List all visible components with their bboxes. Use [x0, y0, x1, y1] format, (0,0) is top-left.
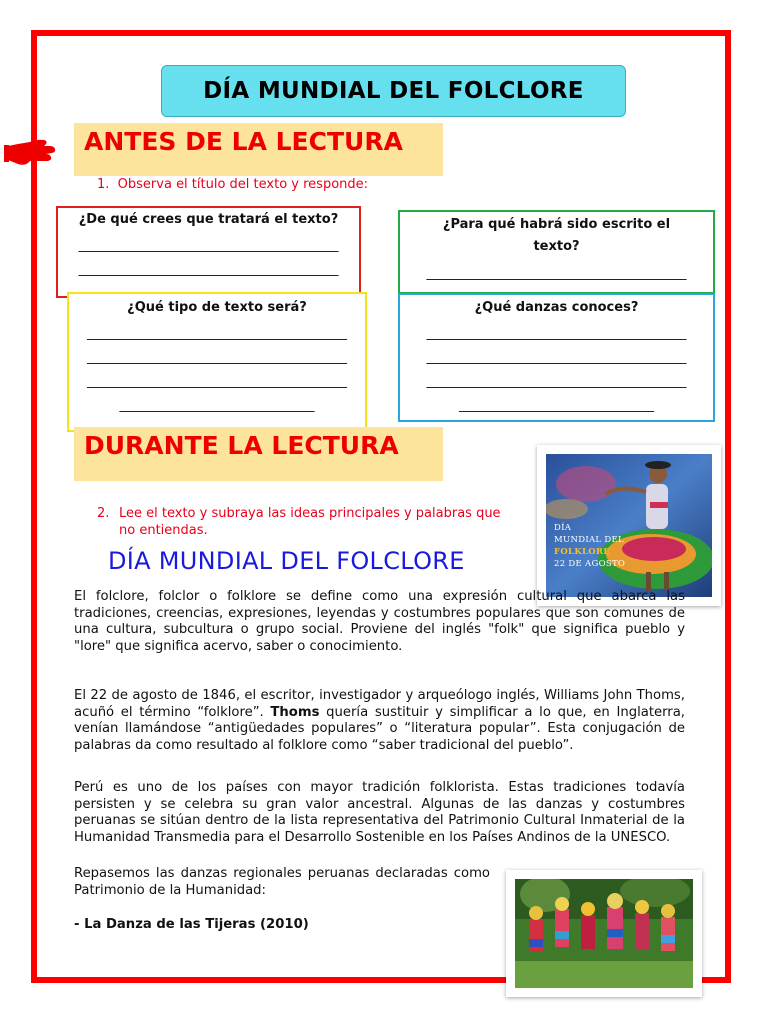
question-box-2	[398, 210, 715, 294]
instruction-2-text: Lee el texto y subraya las ideas principales y palabras que no entiendas.	[119, 506, 501, 538]
paragraph-2-part-a: El 22 de agosto de 1846, el escritor, investigador y arqueólogo inglés, Williams John Thoms, acuñó el término “folklore”.	[74, 688, 685, 720]
poster-line-2: MUNDIAL DEL	[554, 535, 624, 545]
question-box-4	[398, 293, 715, 422]
question-box-1	[56, 206, 361, 298]
paragraph-2-bold: Thoms	[270, 704, 320, 720]
paragraph-3: Perú es uno de los países con mayor tradición folklorista. Estas tradiciones todavía persisten y se celebra su gran valor ancestral. Algunas de las danzas y costumbres peruanas se sitúan dentro de la lista representativa del Patrimonio Cultural Inmaterial de la Humanidad Transmedia para el Desarrollo Sostenible en los Países Andinos de la UNESCO.	[74, 780, 685, 845]
answer-line[interactable]: ________________________________________	[87, 350, 347, 365]
answer-line[interactable]: ________________________________________	[426, 350, 687, 365]
poster-line-3: FOLKLORE	[554, 547, 611, 557]
answer-line[interactable]: ________________________________________	[78, 238, 339, 253]
instruction-2	[97, 505, 517, 539]
answer-line[interactable]: ________________________________________	[87, 374, 347, 389]
instruction-1-text: Observa el título del texto y responde:	[117, 177, 369, 192]
section-during-reading	[74, 427, 443, 481]
dance-item-tijeras: - La Danza de las Tijeras (2010)	[74, 917, 309, 932]
poster-caption	[554, 522, 625, 570]
poster-line-1: DÍA	[554, 523, 572, 533]
scissors-dance-image	[506, 870, 702, 997]
question-1: ¿De qué crees que tratará el texto?	[78, 212, 339, 227]
paragraph-2	[74, 688, 685, 754]
section-during-label: DURANTE LA LECTURA	[84, 431, 399, 460]
folklore-poster-image	[537, 445, 721, 606]
text-title: DÍA MUNDIAL DEL FOLCLORE	[108, 547, 465, 575]
instruction-2-number: 2.	[97, 506, 110, 521]
paragraph-2-part-b: quería sustituir y simplificar a lo que, en Inglaterra, venían llamándose “antigüedades populares” o “literatura popular”. Esta conjugación de palabras da como resultado al folklore como “saber tradicional del pueblo”.	[74, 704, 685, 753]
answer-line[interactable]: ________________________________________	[78, 262, 339, 277]
section-before-reading	[74, 123, 443, 176]
question-box-3	[67, 292, 367, 432]
question-4: ¿Qué danzas conoces?	[474, 300, 639, 315]
instruction-1-number: 1.	[97, 177, 110, 192]
answer-line[interactable]: ________________________________________	[426, 266, 687, 281]
answer-line[interactable]: ________________________________________	[87, 326, 347, 341]
question-2: ¿Para qué habrá sido escrito el texto?	[442, 217, 671, 254]
instruction-1	[97, 176, 368, 193]
paragraph-1: El folclore, folclor o folklore se define como una expresión cultural que abarca las tradiciones, creencias, expresiones, leyendas y costumbres populares que son comunes de una cultura, subcultura o grupo social. Proviene del inglés "folk" que significa pueblo y "lore" que significa acervo, saber o conocimiento.	[74, 589, 685, 654]
question-3: ¿Qué tipo de texto será?	[127, 300, 307, 315]
answer-line[interactable]: ______________________________	[459, 398, 654, 413]
poster-line-4: 22 DE AGOSTO	[554, 559, 626, 569]
answer-line[interactable]: ______________________________	[119, 398, 315, 413]
pointing-hand-icon	[4, 136, 62, 170]
page-title: DÍA MUNDIAL DEL FOLCLORE	[161, 65, 626, 117]
paragraph-4: Repasemos las danzas regionales peruanas declaradas como Patrimonio de la Humanidad:	[74, 866, 490, 898]
section-before-label: ANTES DE LA LECTURA	[84, 127, 403, 156]
answer-line[interactable]: ________________________________________	[426, 326, 687, 341]
dancers-illustration	[515, 879, 693, 988]
answer-line[interactable]: ________________________________________	[426, 374, 687, 389]
